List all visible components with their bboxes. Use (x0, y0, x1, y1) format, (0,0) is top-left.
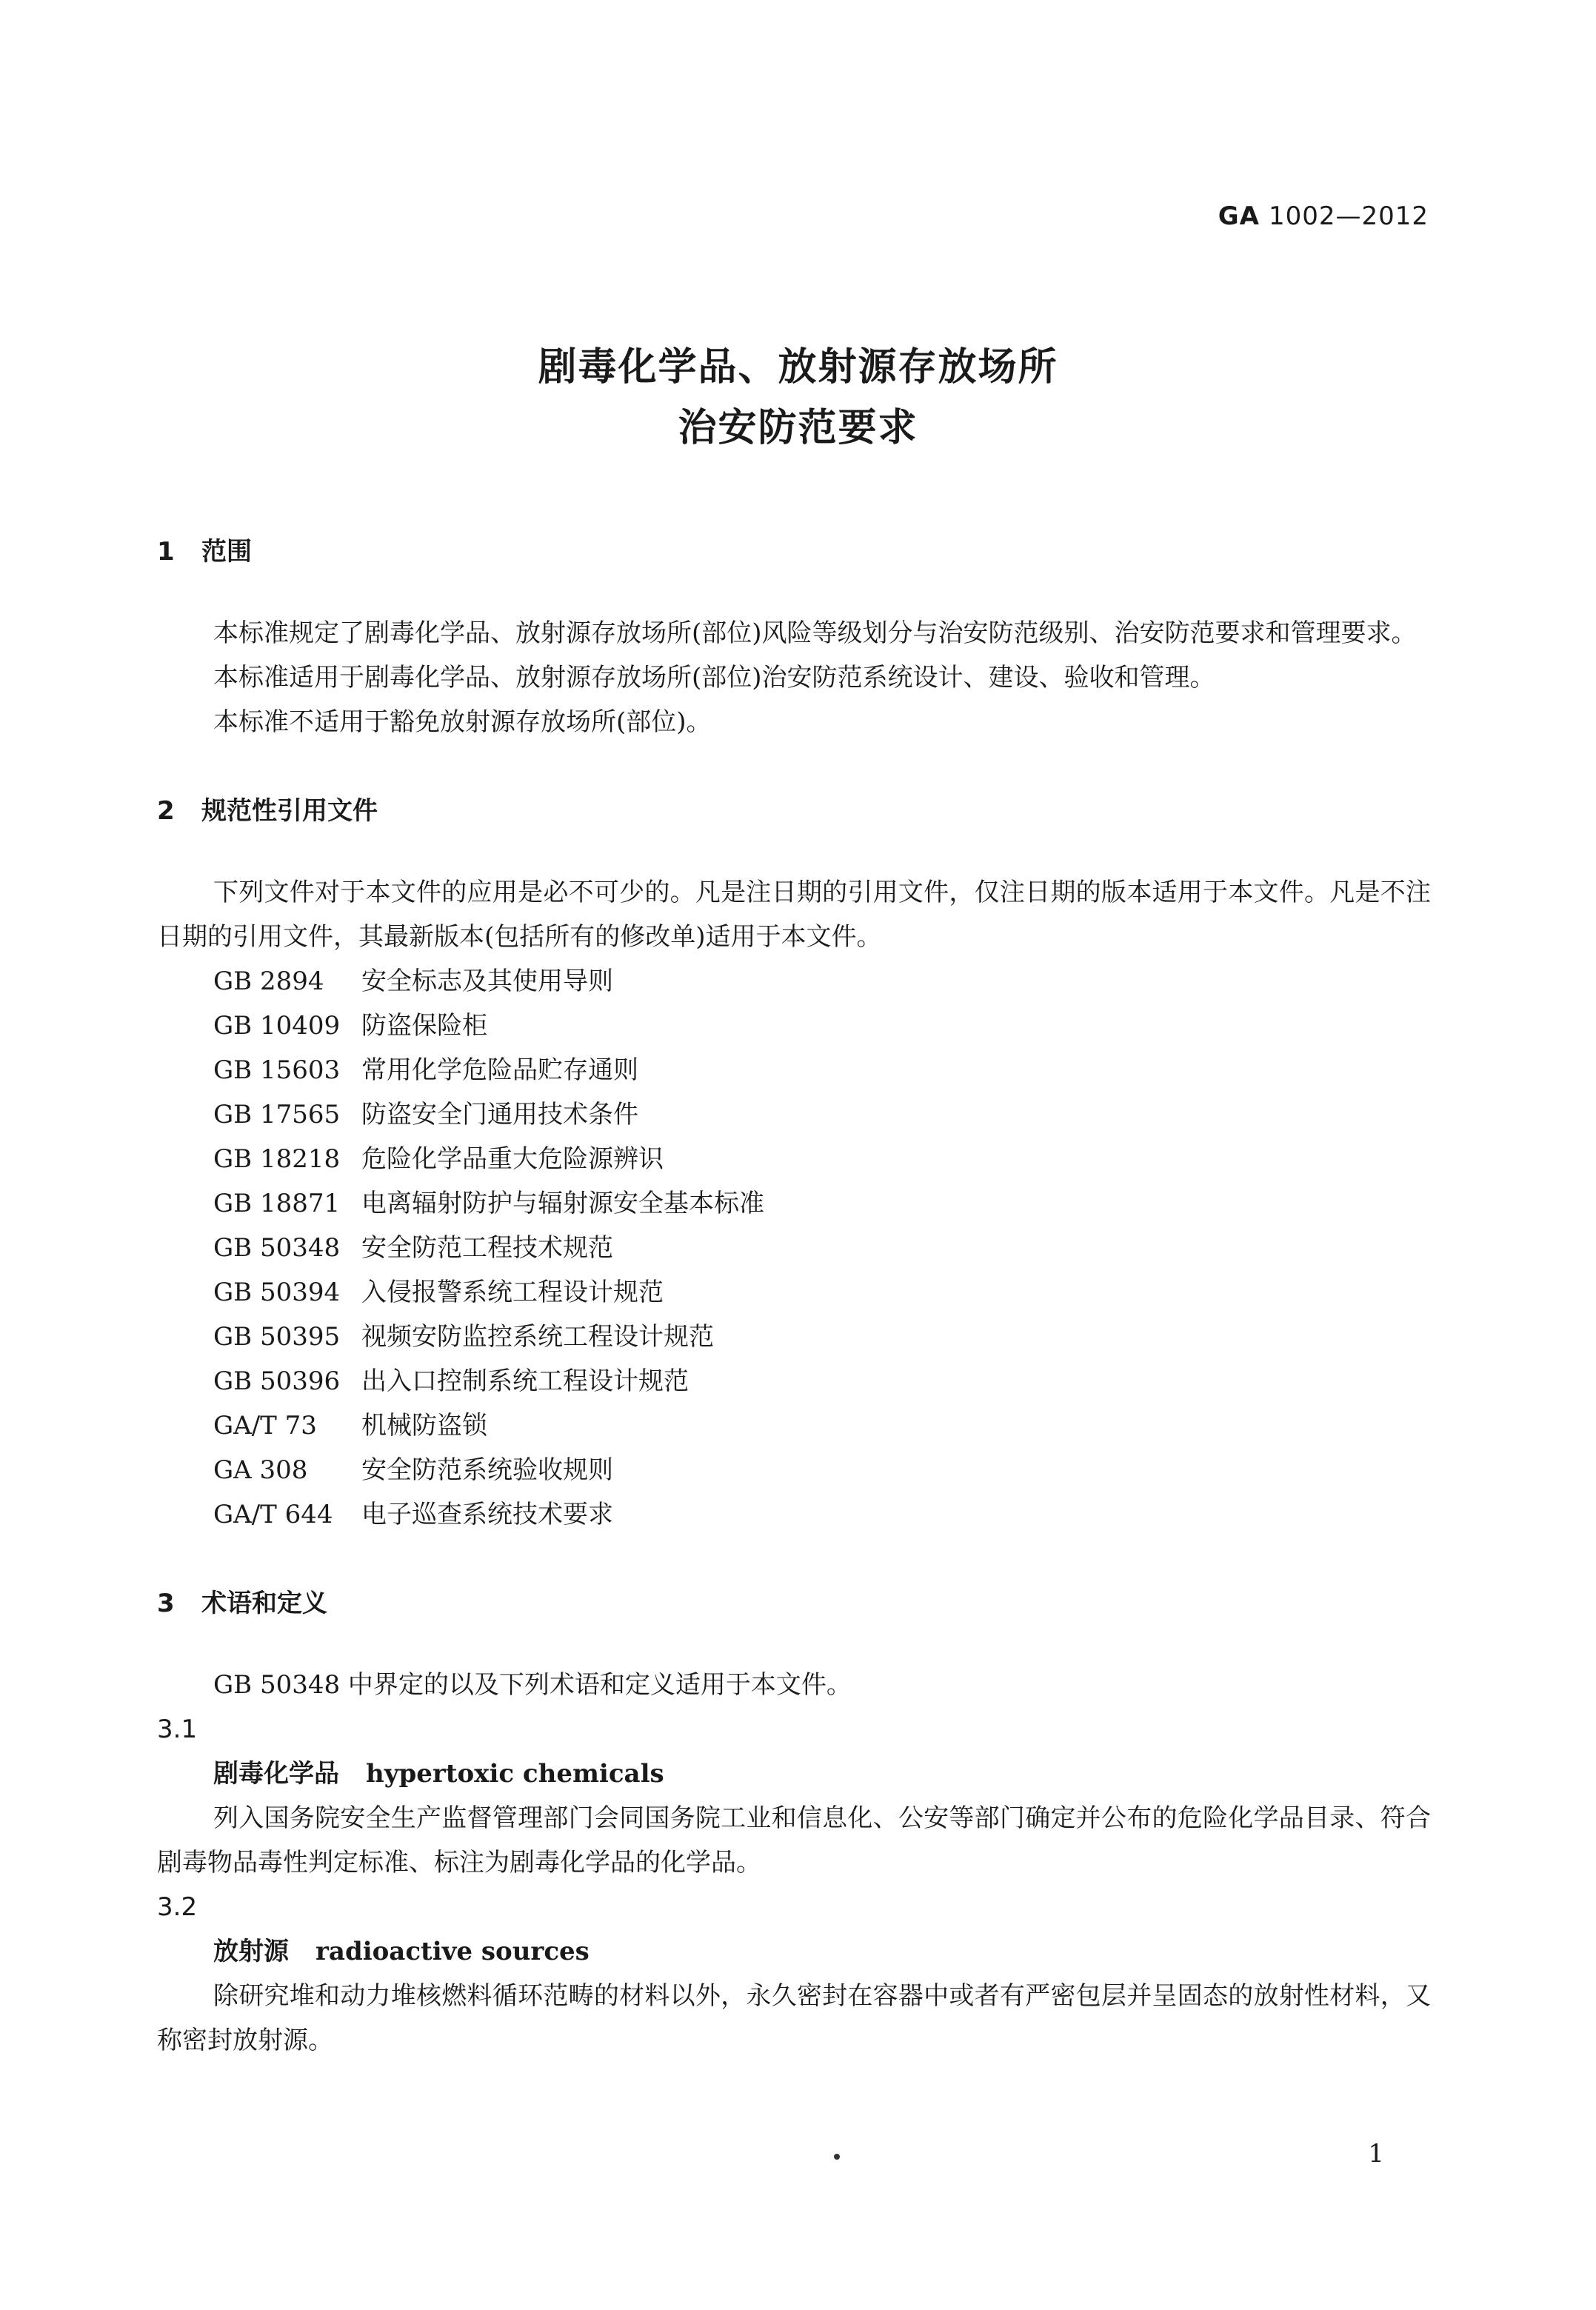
reference-name: 出入口控制系统工程设计规范 (361, 1366, 689, 1396)
reference-item (157, 1004, 1431, 1048)
paragraph: 本标准不适用于豁免放射源存放场所(部位)。 (213, 707, 712, 737)
term-english: hypertoxic chemicals (366, 1759, 664, 1789)
reference-item (157, 1092, 1431, 1137)
section-number: 2 (157, 796, 175, 826)
reference-item (157, 1226, 1431, 1270)
reference-code: GA/T 73 (213, 1411, 317, 1441)
section-2-heading (157, 789, 1431, 833)
section-number: 1 (157, 537, 175, 567)
reference-item (157, 959, 1431, 1004)
reference-item (157, 1359, 1431, 1403)
term-chinese: 剧毒化学品 (213, 1759, 339, 1789)
term-number: 3.1 (157, 1715, 198, 1744)
reference-code: GA 308 (213, 1455, 308, 1485)
reference-item (157, 1270, 1431, 1315)
reference-code: GB 18871 (213, 1189, 341, 1218)
section-title: 范围 (201, 537, 252, 567)
reference-code: GB 18218 (213, 1144, 341, 1174)
paragraph: 下列文件对于本文件的应用是必不可少的。凡是注日期的引用文件，仅注日期的版本适用于本文件。凡是不注日期的引用文件，其最新版本(包括所有的修改单)适用于本文件。 (157, 878, 1431, 952)
section-1-heading (157, 530, 1431, 574)
reference-code: GB 10409 (213, 1011, 341, 1041)
term-heading (157, 1752, 1431, 1796)
reference-name: 安全防范工程技术规范 (361, 1233, 613, 1263)
term-definition: 除研究堆和动力堆核燃料循环范畴的材料以外，永久密封在容器中或者有严密包层并呈固态的放射性材料，又称密封放射源。 (157, 1981, 1431, 2055)
reference-name: 安全防范系统验收规则 (361, 1455, 613, 1485)
reference-name: 防盗保险柜 (361, 1011, 487, 1041)
term-number: 3.2 (157, 1892, 198, 1922)
reference-item (157, 1403, 1431, 1448)
reference-name: 安全标志及其使用导则 (361, 967, 613, 996)
reference-name: 常用化学危险品贮存通则 (361, 1055, 638, 1085)
reference-name: 视频安防监控系统工程设计规范 (361, 1322, 714, 1352)
document-body (157, 530, 1431, 2063)
term-english: radioactive sources (315, 1937, 590, 1966)
reference-name: 机械防盗锁 (361, 1411, 487, 1441)
title-line-2: 治安防范要求 (678, 406, 918, 450)
term-definition: 列入国务院安全生产监督管理部门会同国务院工业和信息化、公安等部门确定并公布的危险化学品目录、符合剧毒物品毒性判定标准、标注为剧毒化学品的化学品。 (157, 1803, 1431, 1877)
reference-code: GA/T 644 (213, 1500, 333, 1529)
reference-name: 防盗安全门通用技术条件 (361, 1100, 638, 1129)
paragraph: 本标准适用于剧毒化学品、放射源存放场所(部位)治安防范系统设计、建设、验收和管理。 (213, 663, 1215, 692)
reference-name: 危险化学品重大危险源辨识 (361, 1144, 664, 1174)
section-title: 规范性引用文件 (201, 796, 378, 826)
section-title: 术语和定义 (201, 1589, 327, 1618)
paragraph: 本标准规定了剧毒化学品、放射源存放场所(部位)风险等级划分与治安防范级别、治安防范要求和管理要求。 (213, 618, 1417, 648)
reference-item (157, 1315, 1431, 1359)
section-3-heading (157, 1581, 1431, 1626)
reference-item (157, 1492, 1431, 1537)
reference-item (157, 1137, 1431, 1181)
reference-code: GB 2894 (213, 967, 324, 996)
standard-code (1218, 201, 1429, 231)
footer-dot (834, 2154, 840, 2160)
standard-prefix: GA (1218, 201, 1260, 231)
term-chinese: 放射源 (213, 1937, 289, 1966)
reference-code: GB 50394 (213, 1278, 341, 1307)
term-heading (157, 1929, 1431, 1974)
reference-code: GB 50396 (213, 1366, 341, 1396)
page-number: 1 (1368, 2139, 1384, 2169)
paragraph: GB 50348 中界定的以及下列术语和定义适用于本文件。 (213, 1670, 852, 1700)
reference-name: 电子巡查系统技术要求 (361, 1500, 613, 1529)
title-line-1: 剧毒化学品、放射源存放场所 (538, 345, 1058, 390)
section-number: 3 (157, 1589, 175, 1618)
document-title (0, 337, 1596, 458)
standard-number: 1002—2012 (1268, 201, 1429, 231)
reference-name: 入侵报警系统工程设计规范 (361, 1278, 664, 1307)
reference-code: GB 15603 (213, 1055, 341, 1085)
reference-code: GB 50395 (213, 1322, 341, 1352)
reference-code: GB 17565 (213, 1100, 341, 1129)
reference-code: GB 50348 (213, 1233, 341, 1263)
reference-item (157, 1181, 1431, 1226)
reference-name: 电离辐射防护与辐射源安全基本标准 (361, 1189, 764, 1218)
reference-item (157, 1448, 1431, 1492)
reference-item (157, 1048, 1431, 1092)
